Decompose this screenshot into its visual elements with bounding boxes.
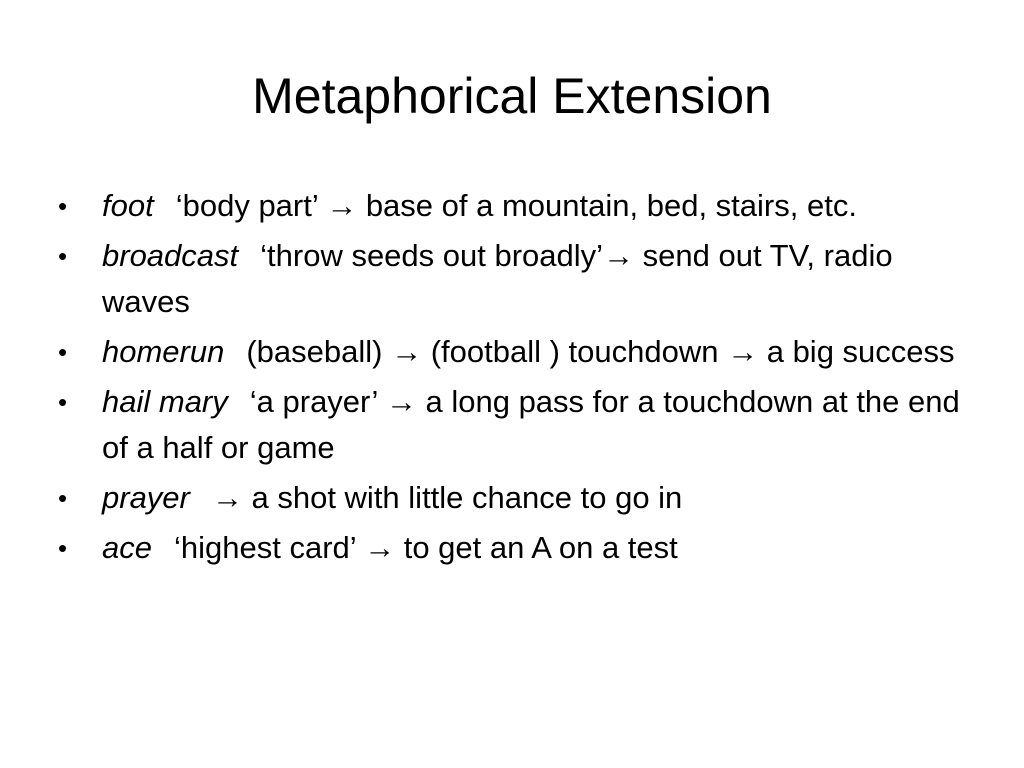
term: broadcast: [102, 238, 239, 273]
definition: ‘a prayer’ → a long pass for a touchdown at the end of a half or game: [102, 384, 960, 465]
term: ace: [102, 530, 152, 565]
bullet-list: [58, 183, 968, 571]
list-item: [58, 233, 968, 325]
definition: → a shot with little chance to go in: [211, 480, 683, 515]
term: homerun: [102, 334, 225, 369]
bullet-icon: •: [58, 483, 68, 513]
list-item: [58, 475, 968, 521]
bullet-icon: •: [58, 533, 68, 563]
bullet-icon: •: [58, 387, 68, 417]
list-item: [58, 329, 968, 375]
definition: (baseball) → (football ) touchdown → a big success: [246, 334, 955, 369]
bullet-icon: •: [58, 191, 68, 221]
definition: ‘highest card’ → to get an A on a test: [173, 530, 678, 565]
list-item: [58, 183, 968, 229]
slide-title: Metaphorical Extension: [252, 68, 772, 124]
term: hail mary: [102, 384, 228, 419]
bullet-icon: •: [58, 337, 68, 367]
list-item: [58, 525, 968, 571]
term: foot: [102, 188, 154, 223]
definition: ‘body part’ → base of a mountain, bed, stairs, etc.: [175, 188, 857, 223]
list-item: [58, 379, 968, 471]
bullet-icon: •: [58, 241, 68, 271]
definition: ‘throw seeds out broadly’→ send out TV, radio waves: [102, 238, 893, 319]
term: prayer: [102, 480, 190, 515]
